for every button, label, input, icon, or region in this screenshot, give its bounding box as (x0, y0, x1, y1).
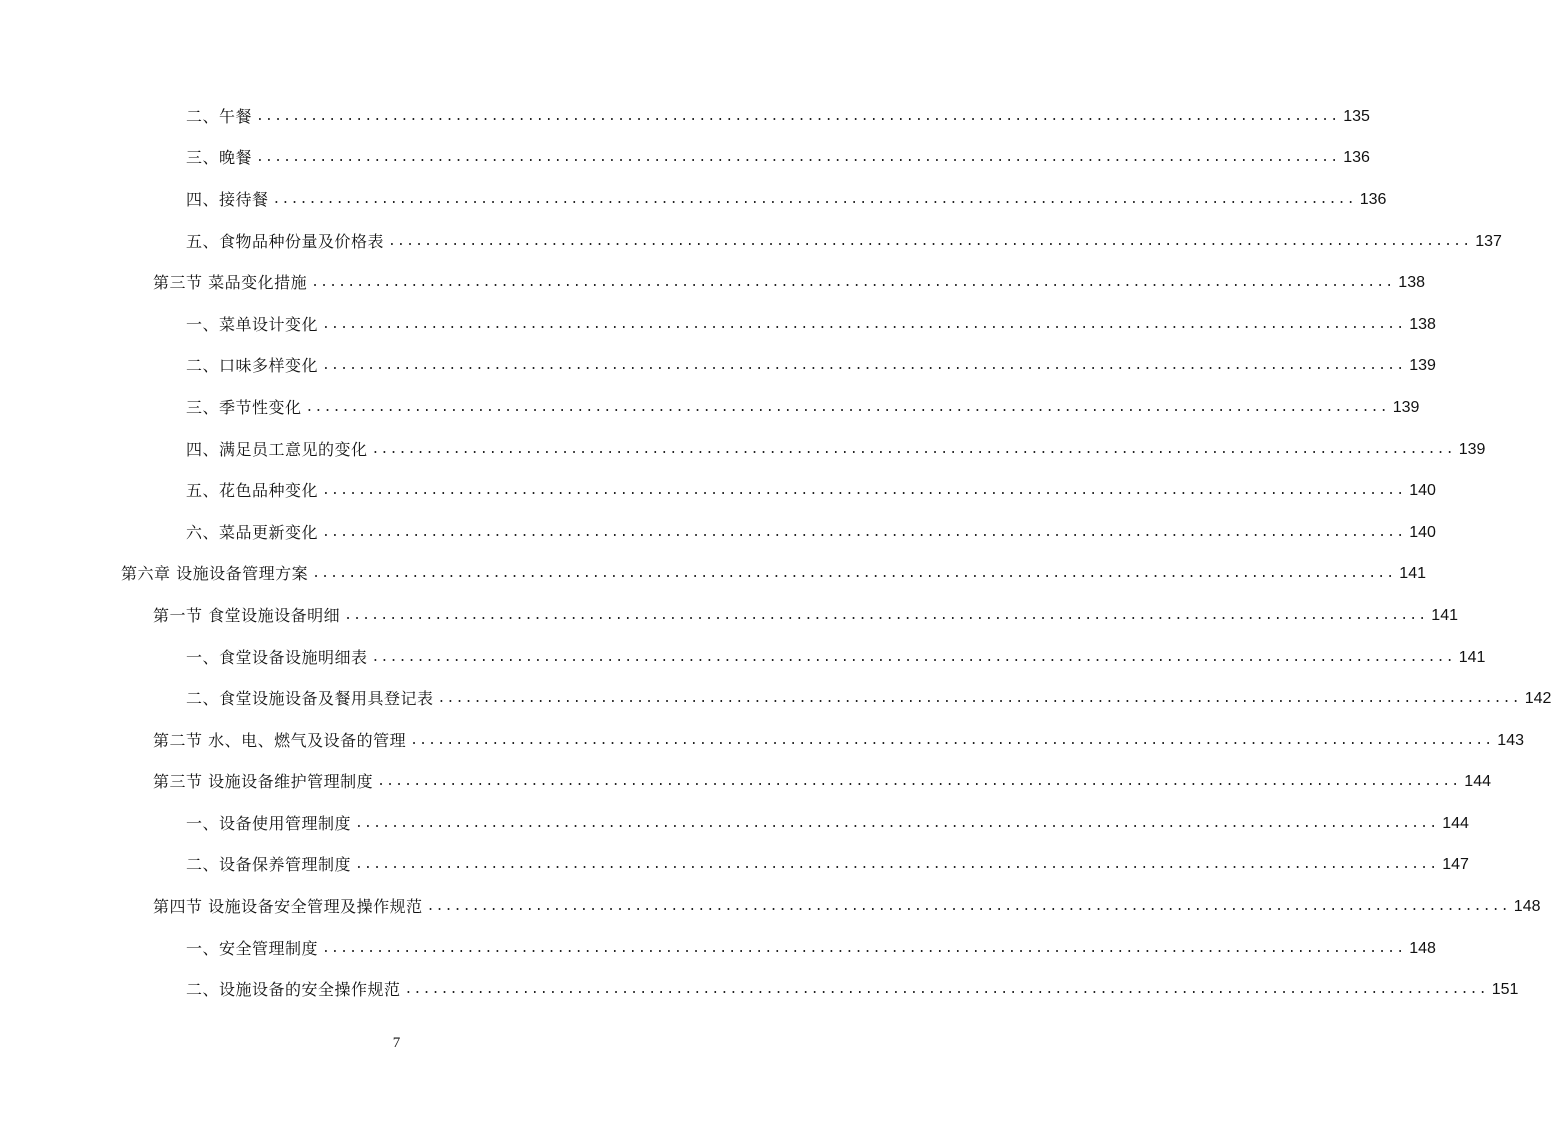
toc-entry-title: 第六章 设施设备管理方案 (121, 564, 309, 584)
toc-entry[interactable] (0, 886, 1541, 928)
toc-entry[interactable] (0, 304, 1436, 346)
toc-dot-leader: ........................................................................................................................ (272, 191, 1356, 207)
toc-entry[interactable] (0, 179, 1387, 221)
toc-entry-page: 139 (1409, 357, 1436, 375)
toc-entry[interactable] (0, 845, 1469, 887)
toc-dot-leader: ........................................................................................................................ (256, 150, 1340, 166)
toc-entry[interactable] (0, 512, 1436, 554)
toc-entry-page: 151 (1491, 981, 1519, 999)
toc-entry-title: 四、满足员工意见的变化 (186, 439, 368, 459)
toc-entry-title: 第一节 食堂设施设备明细 (153, 605, 341, 625)
toc-entry-title: 五、花色品种变化 (186, 481, 319, 501)
toc-entry-page: 144 (1442, 814, 1469, 832)
toc-entry-page: 143 (1497, 731, 1524, 749)
toc-entry[interactable] (0, 637, 1486, 679)
toc-entry-page: 141 (1458, 648, 1486, 666)
toc-dot-leader: ........................................................................................................................ (388, 233, 1472, 249)
toc-entry-page: 142 (1524, 690, 1551, 708)
toc-dot-leader: ........................................................................................................................ (437, 691, 1521, 707)
toc-entry[interactable] (0, 387, 1420, 429)
toc-entry-title: 一、设备使用管理制度 (186, 813, 352, 833)
toc-entry-title: 一、食堂设备设施明细表 (186, 647, 368, 667)
toc-entry-title: 二、设备保养管理制度 (186, 855, 352, 875)
toc-entry-page: 135 (1343, 107, 1370, 125)
toc-entry[interactable] (0, 969, 1519, 1011)
toc-entry[interactable] (0, 928, 1436, 970)
toc-entry-page: 136 (1359, 190, 1387, 208)
toc-dot-leader: ........................................................................................................................ (371, 441, 1455, 457)
toc-entry[interactable] (0, 470, 1436, 512)
toc-entry-title: 二、口味多样变化 (186, 356, 319, 376)
toc-entry-page: 141 (1399, 565, 1426, 583)
toc-entry-page: 137 (1475, 232, 1502, 250)
toc-dot-leader: ........................................................................................................................ (410, 732, 1494, 748)
toc-entry-page: 148 (1409, 939, 1436, 957)
toc-entry[interactable] (0, 554, 1426, 596)
toc-entry-title: 一、菜单设计变化 (186, 314, 319, 334)
toc-entry-title: 第三节 设施设备维护管理制度 (153, 772, 374, 792)
toc-dot-leader: ........................................................................................................................ (311, 275, 1395, 291)
toc-dot-leader: ........................................................................................................................ (322, 524, 1406, 540)
page-number: 7 (392, 1035, 401, 1051)
toc-entry-page: 144 (1464, 773, 1491, 791)
toc-entry-title: 第三节 菜品变化措施 (153, 273, 308, 293)
toc-entry-page: 139 (1458, 440, 1486, 458)
toc-entry[interactable] (0, 803, 1469, 845)
toc-entry[interactable] (0, 346, 1436, 388)
toc-entry-page: 140 (1409, 482, 1436, 500)
toc-dot-leader: ........................................................................................................................ (377, 774, 1461, 790)
toc-entry-page: 140 (1409, 523, 1436, 541)
toc-dot-leader: ........................................................................................................................ (355, 815, 1439, 831)
toc-entry-title: 二、设施设备的安全操作规范 (186, 980, 401, 1000)
toc-entry-page: 139 (1392, 398, 1420, 416)
toc-entry[interactable] (0, 262, 1425, 304)
toc-entry[interactable] (0, 762, 1491, 804)
toc-entry-page: 147 (1442, 856, 1469, 874)
toc-entry-title: 二、食堂设施设备及餐用具登记表 (186, 689, 434, 709)
toc-dot-leader: ........................................................................................................................ (355, 857, 1439, 873)
toc-entry-title: 三、季节性变化 (186, 397, 302, 417)
toc-entry-title: 三、晚餐 (186, 148, 253, 168)
toc-entry-title: 一、安全管理制度 (186, 938, 319, 958)
toc-entry[interactable] (0, 96, 1370, 138)
toc-entry[interactable] (0, 138, 1370, 180)
toc-entry-title: 第二节 水、电、燃气及设备的管理 (153, 730, 407, 750)
toc-dot-leader: ........................................................................................................................ (322, 316, 1406, 332)
toc-dot-leader: ........................................................................................................................ (305, 399, 1389, 415)
toc-dot-leader: ........................................................................................................................ (322, 358, 1406, 374)
toc-dot-leader: ........................................................................................................................ (312, 566, 1396, 582)
toc-dot-leader: ........................................................................................................................ (322, 940, 1406, 956)
toc-entry-page: 136 (1343, 149, 1370, 167)
toc-entry-page: 148 (1513, 898, 1541, 916)
toc-entry-title: 六、菜品更新变化 (186, 522, 319, 542)
toc-entry-title: 五、食物品种份量及价格表 (186, 231, 385, 251)
toc-dot-leader: ........................................................................................................................ (344, 607, 1428, 623)
toc-dot-leader: ........................................................................................................................ (322, 483, 1406, 499)
toc-entry[interactable] (0, 678, 1551, 720)
toc-entry-title: 四、接待餐 (186, 189, 269, 209)
table-of-contents (0, 96, 1551, 1011)
toc-dot-leader: ........................................................................................................................ (404, 982, 1488, 998)
toc-entry-page: 138 (1409, 315, 1436, 333)
toc-dot-leader: ........................................................................................................................ (426, 899, 1510, 915)
toc-entry[interactable] (0, 429, 1486, 471)
toc-dot-leader: ........................................................................................................................ (371, 649, 1455, 665)
toc-entry[interactable] (0, 221, 1502, 263)
toc-entry-page: 141 (1431, 606, 1458, 624)
toc-entry-page: 138 (1398, 274, 1425, 292)
toc-entry-title: 第四节 设施设备安全管理及操作规范 (153, 897, 423, 917)
toc-entry[interactable] (0, 595, 1458, 637)
toc-entry[interactable] (0, 720, 1524, 762)
toc-dot-leader: ........................................................................................................................ (256, 108, 1340, 124)
toc-entry-title: 二、午餐 (186, 106, 253, 126)
